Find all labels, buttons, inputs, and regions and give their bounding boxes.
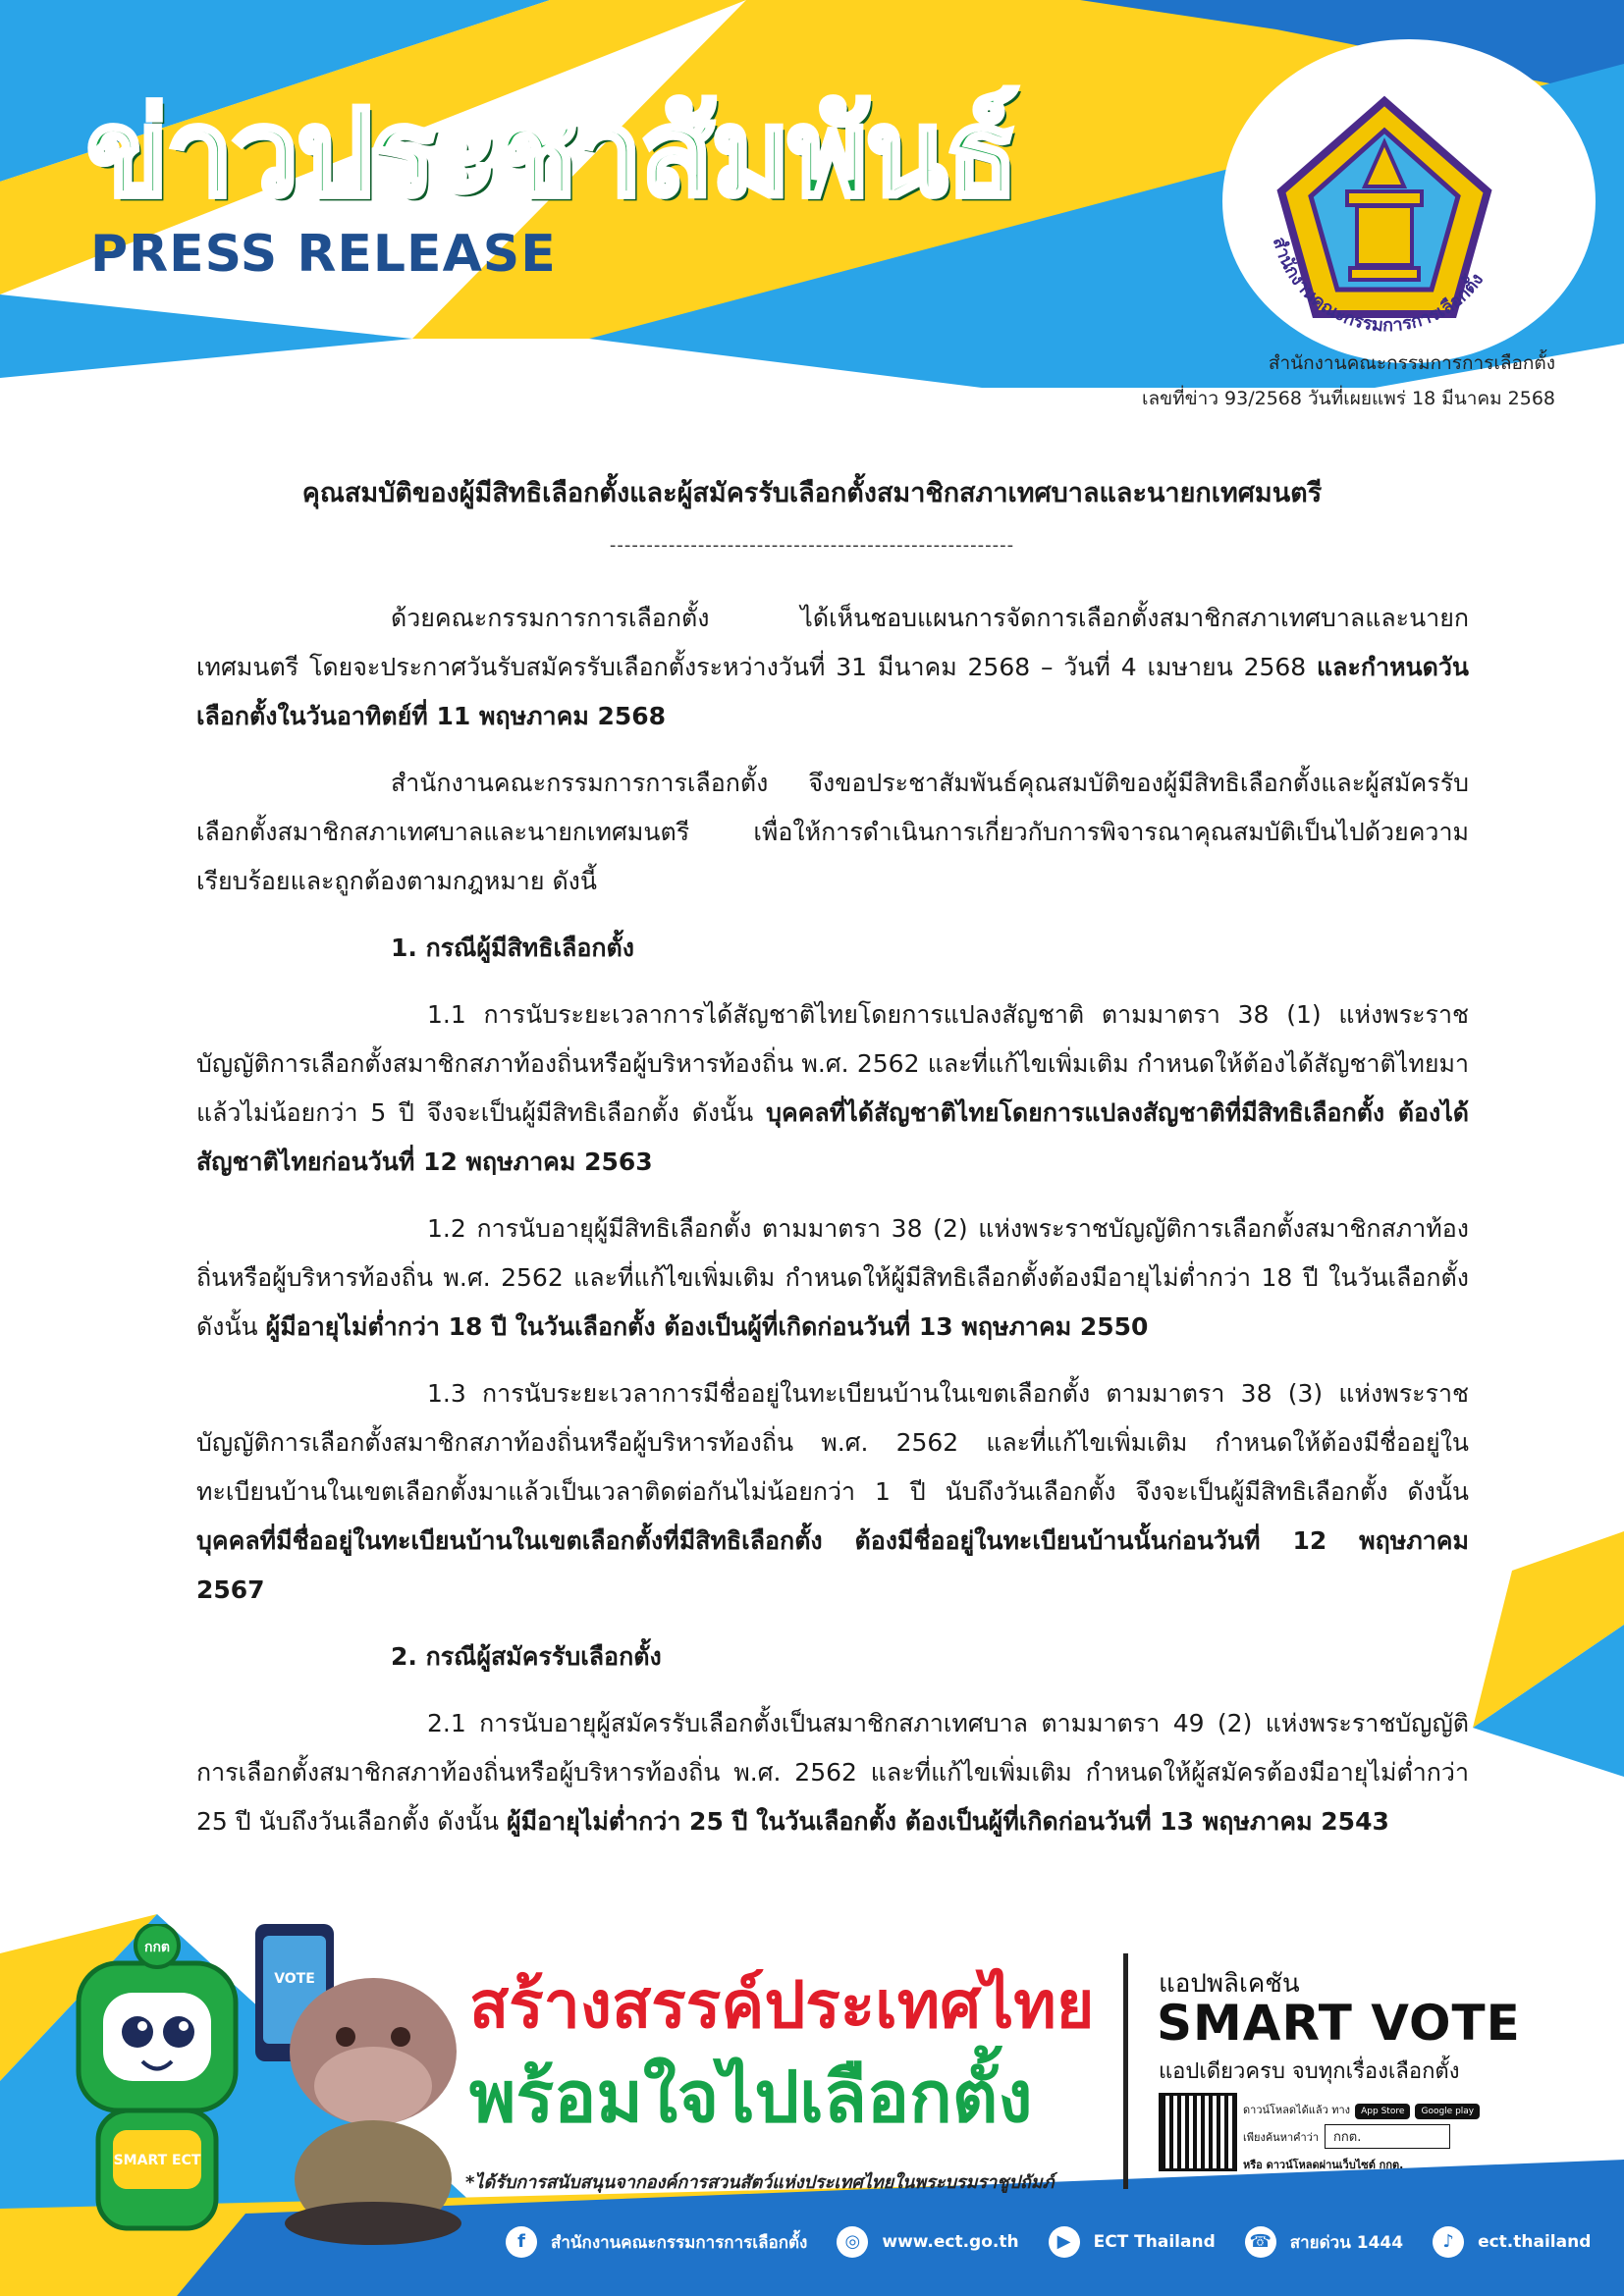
youtube-icon[interactable]: ▶	[1049, 2226, 1080, 2258]
clause-text: 1.3 การนับระยะเวลาการมีชื่ออยู่ในทะเบียนบ้านในเขตเลือกตั้ง ตามมาตรา 38 (3) แห่งพระราชบัญญัติการเลือกตั้งสมาชิกสภาท้องถิ่นหรือผู้บริหารท้องถิ่น พ.ศ. 2562 และที่แก้ไขเพิ่มเติม กำหนดให้ต้องมีชื่ออยู่ในทะเบียนบ้านในเขตเลือกตั้งมาแล้วเป็นเวลาติดต่อกันไม่น้อยกว่า 1 ปี นับถึงวันเลือกตั้ง จึงจะเป็นผู้มีสิทธิเลือกตั้ง ดังนั้น	[196, 1379, 1469, 1506]
news-meta	[1142, 346, 1555, 416]
clause-text: 2.1 การนับอายุผู้สมัครรับเลือกตั้งเป็นสมาชิกสภาเทศบาล ตามมาตรา 49 (2) แห่งพระราชบัญญัติการเลือกตั้งสมาชิกสภาท้องถิ่นหรือผู้บริหารท้องถิ่น พ.ศ. 2562 และที่แก้ไขเพิ่มเติม กำหนดให้ผู้สมัครต้องมีอายุไม่ต่ำกว่า 25 ปี นับถึงวันเลือกตั้ง ดังนั้น	[196, 1709, 1469, 1836]
facebook-link[interactable]: สำนักงานคณะกรรมการการเลือกตั้ง	[551, 2232, 808, 2253]
youtube-link[interactable]: ECT Thailand	[1093, 2232, 1216, 2252]
paragraph-text: ด้วยคณะกรรมการการเลือกตั้ง ได้เห็นชอบแผนการจัดการเลือกตั้งสมาชิกสภาเทศบาลและนายกเทศมนตรี โดยจะประกาศวันรับสมัครรับเลือกตั้งระหว่างวันที่ 31 มีนาคม 2568 – วันที่ 4 เมษายน 2568	[196, 604, 1469, 681]
organization-name: สำนักงานคณะกรรมการการเลือกตั้ง	[1268, 352, 1555, 374]
clause-1-2	[196, 1204, 1469, 1352]
mascot-badge: กกต	[143, 1940, 171, 1955]
tiktok-icon[interactable]: ♪	[1433, 2226, 1464, 2258]
clause-1-1	[196, 990, 1469, 1187]
news-reference: เลขที่ข่าว 93/2568 วันที่เผยแพร่ 18 มีนาคม 2568	[1142, 388, 1555, 409]
website-link[interactable]: www.ect.go.th	[882, 2232, 1019, 2252]
clause-bold-text: ผู้มีอายุไม่ต่ำกว่า 25 ปี ในวันเลือกตั้ง ต้องเป็นผู้ที่เกิดก่อนวันที่ 13 พฤษภาคม 2543	[506, 1807, 1389, 1836]
slogan-line-2: พร้อมใจไปเลือกตั้ง	[469, 2056, 1033, 2138]
document-title: คุณสมบัติของผู้มีสิทธิเลือกตั้งและผู้สมัครรับเลือกตั้งสมาชิกสภาเทศบาลและนายกเทศมนตรี	[301, 478, 1323, 508]
phone-icon[interactable]: ☎	[1245, 2226, 1276, 2258]
mascot-illustration	[59, 1924, 471, 2248]
sponsor-note: *ได้รับการสนับสนุนจากองค์การสวนสัตว์แห่งประเทศไทยในพระบรมราชูปถัมภ์	[465, 2172, 1055, 2193]
mascot-label: SMART ECT	[113, 2153, 201, 2168]
clause-text: 1.2 การนับอายุผู้มีสิทธิเลือกตั้ง ตามมาตรา 38 (2) แห่งพระราชบัญญัติการเลือกตั้งสมาชิกสภาท้องถิ่นหรือผู้บริหารท้องถิ่น พ.ศ. 2562 และที่แก้ไขเพิ่มเติม กำหนดให้ผู้มีสิทธิเลือกตั้งต้องมีอายุไม่ต่ำกว่า 18 ปี ในวันเลือกตั้ง ดังนั้น	[196, 1214, 1469, 1341]
clause-bold-text: ผู้มีอายุไม่ต่ำกว่า 18 ปี ในวันเลือกตั้ง ต้องเป็นผู้ที่เกิดก่อนวันที่ 13 พฤษภาคม 2550	[265, 1312, 1149, 1341]
app-name: SMART VOTE	[1157, 1995, 1521, 2052]
app-tagline: แอปเดียวครบ จบทุกเรื่องเลือกตั้ง	[1159, 2059, 1460, 2084]
download-label: ดาวน์โหลดได้แล้ว ทาง	[1243, 2104, 1351, 2116]
clause-bold-text: บุคคลที่มีชื่ออยู่ในทะเบียนบ้านในเขตเลือกตั้งที่มีสิทธิเลือกตั้ง ต้องมีชื่ออยู่ในทะเบียนบ้านนั้นก่อนวันที่ 12 พฤษภาคม 2567	[196, 1526, 1469, 1604]
section-heading-candidates: 2. กรณีผู้สมัครรับเลือกตั้ง	[391, 1642, 662, 1671]
app-label: แอปพลิเคชัน	[1159, 1969, 1300, 1999]
search-row	[1243, 2124, 1450, 2149]
separator-line: -------------------------------------------------------	[609, 535, 1015, 556]
paragraph-bold-text: และกำหนดวันเลือกตั้งในวันอาทิตย์ที่ 11 พฤษภาคม 2568	[196, 653, 1469, 730]
clause-text: 1.1 การนับระยะเวลาการได้สัญชาติไทยโดยการแปลงสัญชาติ ตามมาตรา 38 (1) แห่งพระราชบัญญัติการเลือกตั้งสมาชิกสภาท้องถิ่นหรือผู้บริหารท้องถิ่น พ.ศ. 2562 และที่แก้ไขเพิ่มเติม กำหนดให้ต้องได้สัญชาติไทยมาแล้วไม่น้อยกว่า 5 ปี จึงจะเป็นผู้มีสิทธิเลือกตั้ง ดังนั้น	[196, 1000, 1469, 1127]
hotline-text: สายด่วน 1444	[1289, 2232, 1404, 2253]
footer-divider	[1123, 1953, 1128, 2189]
section-heading-voters: 1. กรณีผู้มีสิทธิเลือกตั้ง	[391, 934, 634, 962]
qr-code-icon[interactable]	[1159, 2093, 1237, 2171]
contact-bar	[506, 2226, 1591, 2258]
download-row	[1243, 2099, 1480, 2118]
paragraph-intro	[196, 594, 1469, 741]
page-title: ข่าวประชาสัมพันธ์	[86, 83, 1017, 223]
search-keyword-box: กกต.	[1325, 2124, 1450, 2149]
facebook-icon[interactable]: f	[506, 2226, 537, 2258]
phone-vote-label: VOTE	[274, 1971, 315, 1987]
tiktok-link[interactable]: ect.thailand	[1478, 2232, 1592, 2252]
search-label: เพียงค้นหาคำว่า	[1243, 2130, 1320, 2144]
app-store-badge[interactable]: App Store	[1355, 2104, 1410, 2119]
web-download-note: หรือ ดาวน์โหลดผ่านเว็บไซต์ กกต.	[1243, 2159, 1404, 2171]
svg-text:สำนักงานคณะกรรมการการเลือกตั้ง: สำนักงานคณะกรรมการการเลือกตั้ง	[1268, 235, 1489, 337]
google-play-badge[interactable]: Google play	[1415, 2104, 1480, 2119]
slogan-line-1: สร้างสรรค์ประเทศไทย	[469, 1967, 1095, 2043]
globe-icon[interactable]: ◎	[837, 2226, 868, 2258]
page-subtitle: PRESS RELEASE	[90, 225, 557, 284]
clause-bold-text: บุคคลที่ได้สัญชาติไทยโดยการแปลงสัญชาติที่มีสิทธิเลือกตั้ง ต้องได้สัญชาติไทยก่อนวันที่ 12 พฤษภาคม 2563	[196, 1098, 1469, 1176]
logo-ring-text	[1242, 79, 1532, 368]
paragraph-purpose: สำนักงานคณะกรรมการการเลือกตั้ง จึงขอประชาสัมพันธ์คุณสมบัติของผู้มีสิทธิเลือกตั้งและผู้สมัครรับเลือกตั้งสมาชิกสภาเทศบาลและนายกเทศมนตรี เพื่อให้การดำเนินการเกี่ยวกับการพิจารณาคุณสมบัติเป็นไปด้วยความเรียบร้อยและถูกต้องตามกฎหมาย ดังนี้	[196, 769, 1469, 895]
